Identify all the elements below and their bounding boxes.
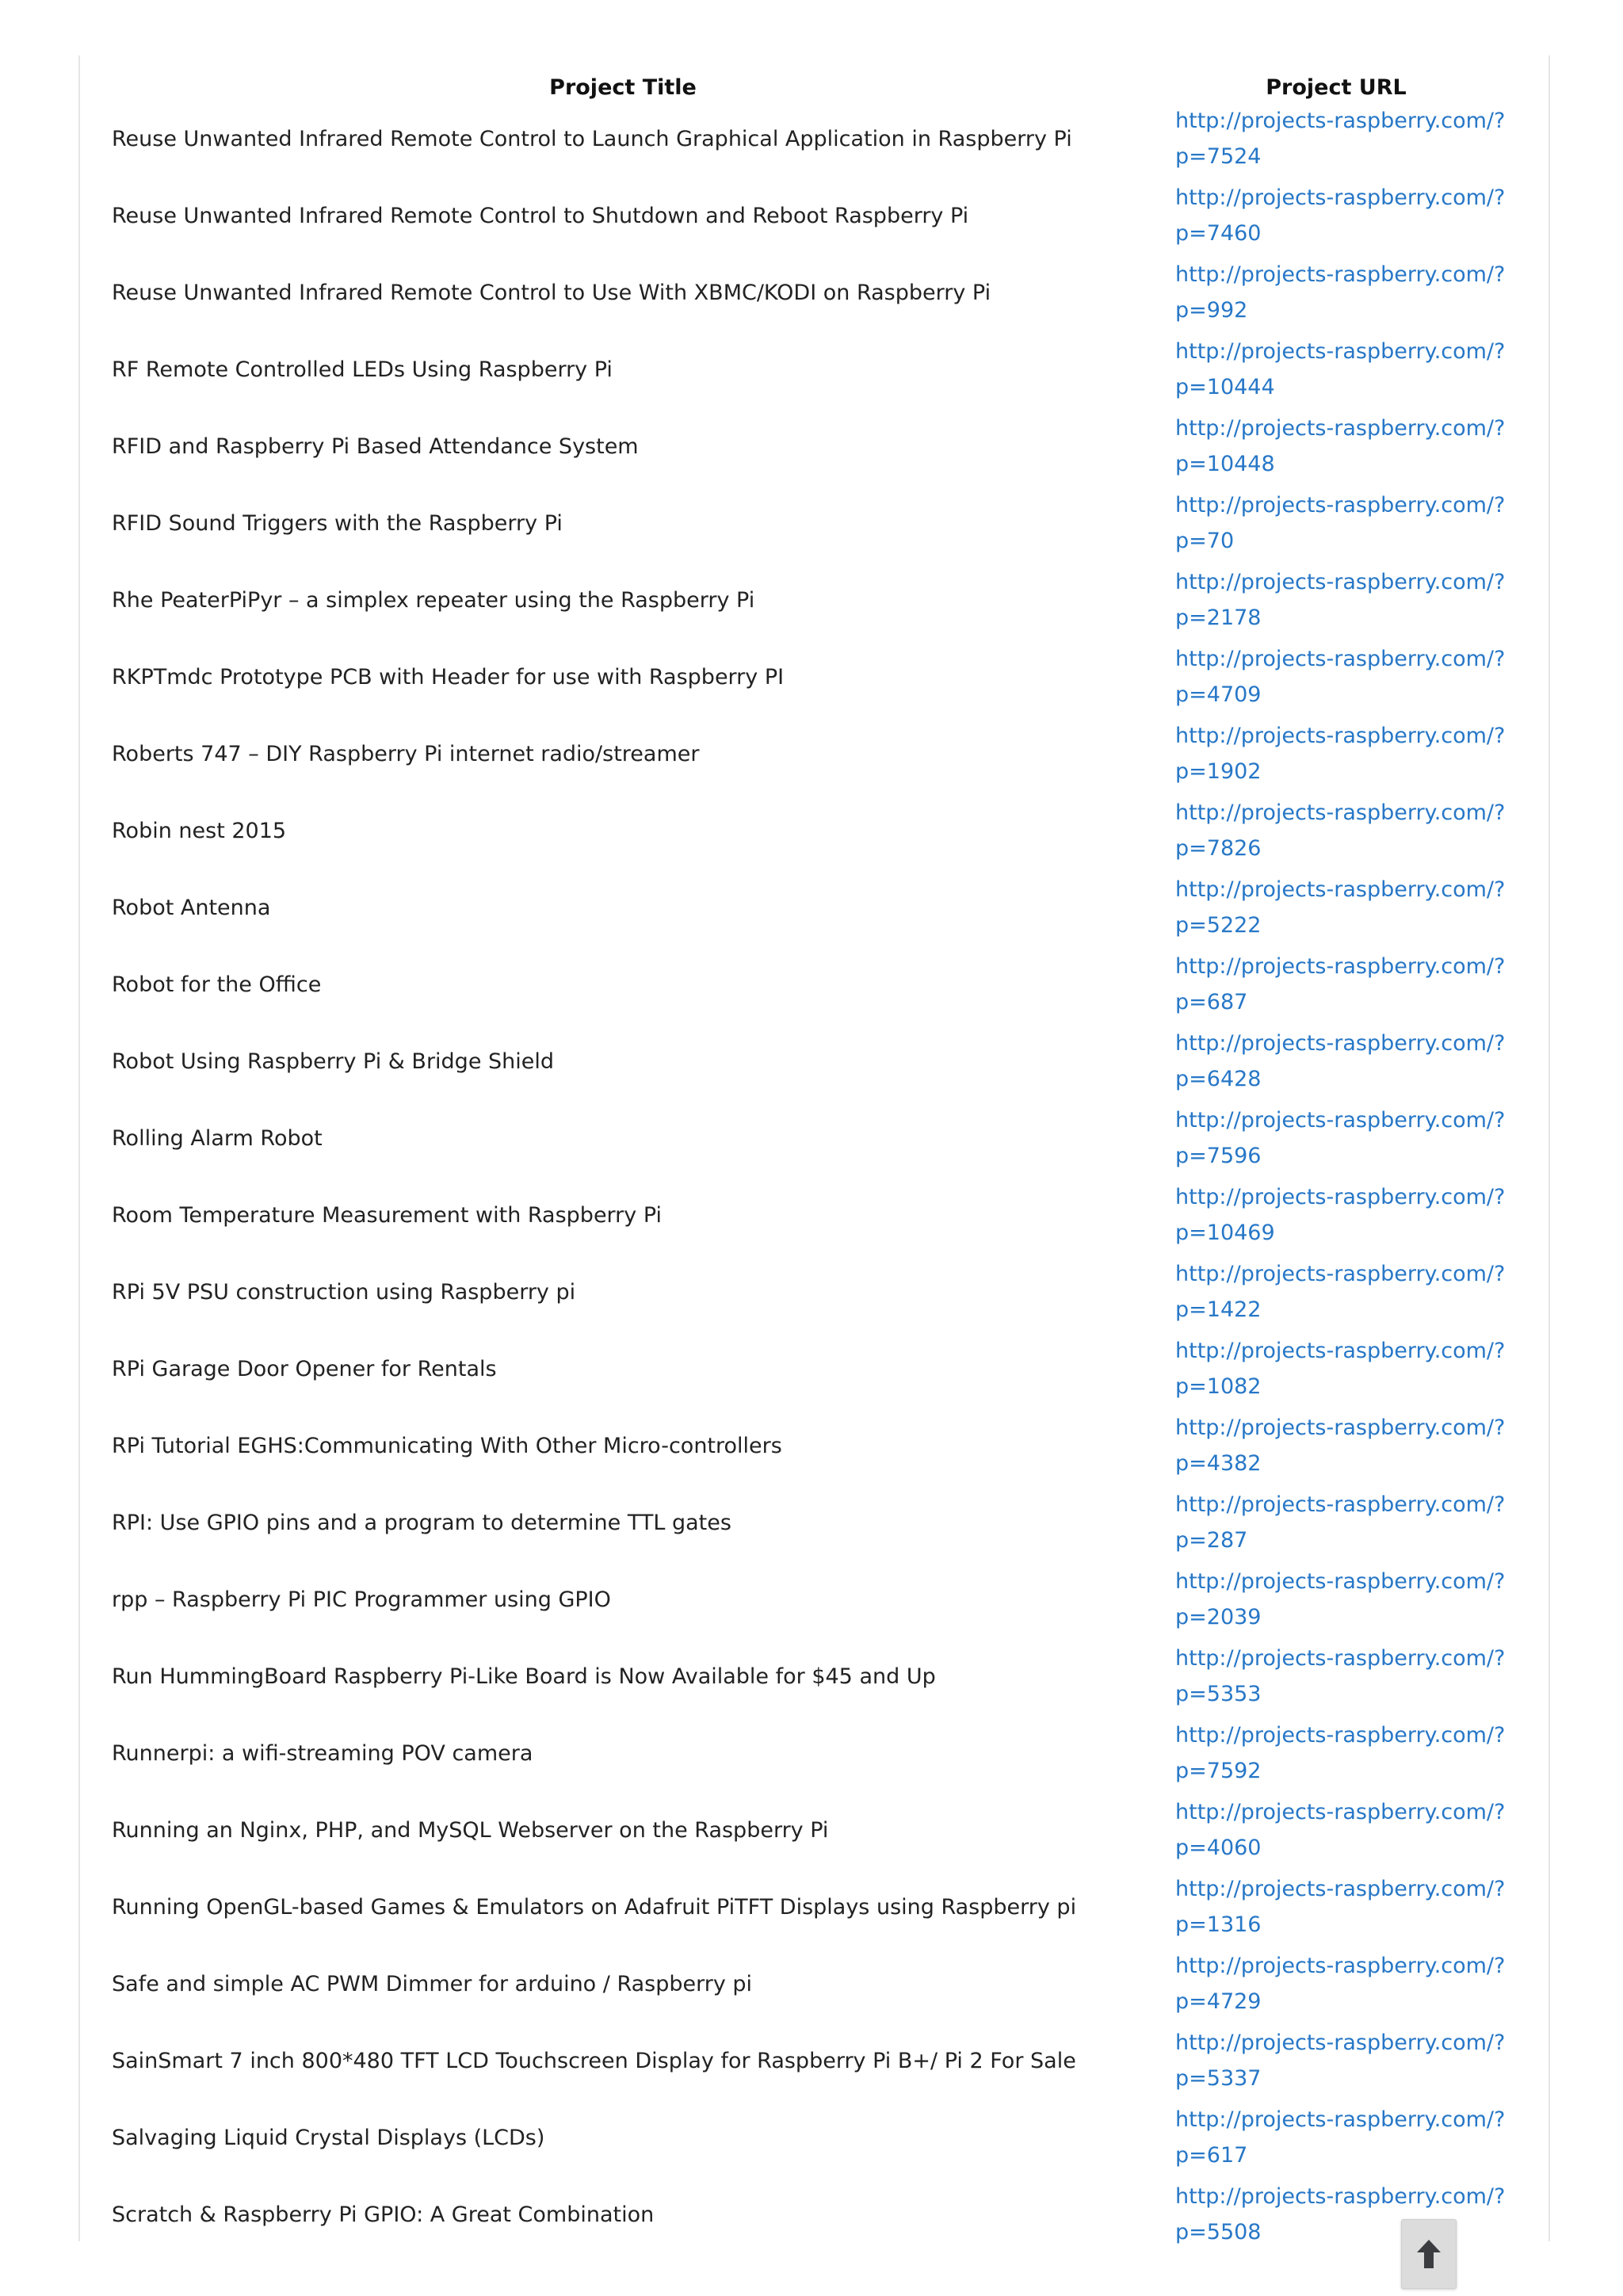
project-title: Safe and simple AC PWM Dimmer for arduino / Raspberry pi [112, 1972, 753, 1996]
table-row [112, 254, 1538, 330]
project-url-cell [1134, 561, 1538, 638]
project-url-cell [1134, 1714, 1538, 1791]
project-title: RFID and Raspberry Pi Based Attendance System [112, 434, 639, 459]
project-url-link[interactable]: http://projects-raspberry.com/?p=4060 [1175, 1799, 1506, 1860]
project-url-cell [1134, 1176, 1538, 1253]
project-title: RFID Sound Triggers with the Raspberry Pi [112, 511, 563, 536]
project-url-link[interactable]: http://projects-raspberry.com/?p=4709 [1175, 646, 1506, 707]
project-title: SainSmart 7 inch 800*480 TFT LCD Touchscreen Display for Raspberry Pi B+/ Pi 2 For Sale [112, 2049, 1076, 2073]
table-row [112, 177, 1538, 254]
project-url-cell [1134, 792, 1538, 869]
project-url-link[interactable]: http://projects-raspberry.com/?p=7524 [1175, 108, 1506, 169]
project-url-cell [1134, 1407, 1538, 1484]
table-row [112, 1714, 1538, 1791]
back-to-top-button[interactable] [1401, 2219, 1457, 2289]
table-row [112, 561, 1538, 638]
table-row [112, 1099, 1538, 1176]
project-title: RPi Garage Door Opener for Rentals [112, 1357, 497, 1381]
project-url-cell [1134, 1022, 1538, 1099]
project-title: RPi 5V PSU construction using Raspberry pi [112, 1280, 576, 1305]
project-title: Salvaging Liquid Crystal Displays (LCDs) [112, 2126, 545, 2150]
project-title: Rolling Alarm Robot [112, 1126, 323, 1151]
project-url-cell [1134, 1099, 1538, 1176]
project-url-link[interactable]: http://projects-raspberry.com/?p=2039 [1175, 1568, 1506, 1629]
project-title: rpp – Raspberry Pi PIC Programmer using GPIO [112, 1587, 611, 1612]
table-row [112, 1868, 1538, 1945]
project-url-cell [1134, 1484, 1538, 1561]
project-url-link[interactable]: http://projects-raspberry.com/?p=7596 [1175, 1107, 1506, 1168]
table-row [112, 2176, 1538, 2252]
column-header-title: Project Title [549, 75, 697, 100]
table-row [112, 869, 1538, 946]
project-url-cell [1134, 946, 1538, 1022]
project-url-link[interactable]: http://projects-raspberry.com/?p=5508 [1175, 2183, 1506, 2244]
project-url-link[interactable]: http://projects-raspberry.com/?p=687 [1175, 953, 1506, 1014]
project-url-cell [1134, 484, 1538, 561]
project-url-cell [1134, 330, 1538, 407]
project-url-link[interactable]: http://projects-raspberry.com/?p=7826 [1175, 800, 1506, 861]
project-url-link[interactable]: http://projects-raspberry.com/?p=70 [1175, 492, 1506, 553]
project-url-cell [1134, 2022, 1538, 2099]
table-row [112, 1791, 1538, 1868]
project-title: Running an Nginx, PHP, and MySQL Webserver on the Raspberry Pi [112, 1818, 829, 1843]
arrow-up-icon [1416, 2238, 1442, 2270]
project-title: RF Remote Controlled LEDs Using Raspberry Pi [112, 357, 613, 382]
project-url-link[interactable]: http://projects-raspberry.com/?p=6428 [1175, 1030, 1506, 1091]
project-url-cell [1134, 1330, 1538, 1407]
project-title: Robot for the Office [112, 972, 322, 997]
project-url-cell [1134, 1791, 1538, 1868]
table-row [112, 2022, 1538, 2099]
project-title: Robot Using Raspberry Pi & Bridge Shield [112, 1049, 555, 1074]
projects-table [112, 55, 1538, 2252]
table-row [112, 638, 1538, 715]
project-url-cell [1134, 1253, 1538, 1330]
table-row [112, 2099, 1538, 2176]
project-url-cell [1134, 638, 1538, 715]
table-row [112, 1253, 1538, 1330]
table-row [112, 792, 1538, 869]
project-title: RKPTmdc Prototype PCB with Header for use with Raspberry PI [112, 665, 785, 690]
table-row [112, 484, 1538, 561]
project-url-cell [1134, 100, 1538, 177]
project-url-cell [1134, 254, 1538, 330]
project-title: RPI: Use GPIO pins and a program to determine TTL gates [112, 1511, 731, 1535]
project-title: Robot Antenna [112, 896, 271, 920]
project-url-link[interactable]: http://projects-raspberry.com/?p=1902 [1175, 723, 1506, 784]
project-url-cell [1134, 1637, 1538, 1714]
project-title: Reuse Unwanted Infrared Remote Control to Launch Graphical Application in Raspberry Pi [112, 127, 1072, 151]
project-url-cell [1134, 177, 1538, 254]
table-row [112, 1637, 1538, 1714]
table-row [112, 1022, 1538, 1099]
table-header-row [112, 55, 1538, 100]
project-url-cell [1134, 2176, 1538, 2252]
table-row [112, 946, 1538, 1022]
project-title: Roberts 747 – DIY Raspberry Pi internet radio/streamer [112, 742, 700, 766]
project-url-link[interactable]: http://projects-raspberry.com/?p=7592 [1175, 1722, 1506, 1783]
project-url-link[interactable]: http://projects-raspberry.com/?p=5337 [1175, 2030, 1506, 2091]
project-url-cell [1134, 407, 1538, 484]
project-url-link[interactable]: http://projects-raspberry.com/?p=1082 [1175, 1338, 1506, 1399]
project-url-cell [1134, 869, 1538, 946]
project-url-link[interactable]: http://projects-raspberry.com/?p=4729 [1175, 1953, 1506, 2014]
project-url-link[interactable]: http://projects-raspberry.com/?p=5222 [1175, 877, 1506, 938]
column-header-url: Project URL [1266, 75, 1407, 100]
project-title: Running OpenGL-based Games & Emulators on Adafruit PiTFT Displays using Raspberry pi [112, 1895, 1077, 1920]
project-url-cell [1134, 715, 1538, 792]
project-url-link[interactable]: http://projects-raspberry.com/?p=10469 [1175, 1184, 1506, 1245]
project-url-link[interactable]: http://projects-raspberry.com/?p=5353 [1175, 1645, 1506, 1706]
project-url-link[interactable]: http://projects-raspberry.com/?p=992 [1175, 262, 1506, 323]
table-row [112, 1330, 1538, 1407]
project-title: RPi Tutorial EGHS:Communicating With Other Micro-controllers [112, 1434, 782, 1458]
project-url-link[interactable]: http://projects-raspberry.com/?p=1422 [1175, 1261, 1506, 1322]
project-title: Room Temperature Measurement with Raspberry Pi [112, 1203, 663, 1228]
project-url-link[interactable]: http://projects-raspberry.com/?p=10448 [1175, 415, 1506, 476]
table-row [112, 1407, 1538, 1484]
table-row [112, 1561, 1538, 1637]
table-row [112, 330, 1538, 407]
project-url-link[interactable]: http://projects-raspberry.com/?p=10444 [1175, 338, 1506, 399]
table-row [112, 100, 1538, 177]
table-row [112, 1176, 1538, 1253]
project-url-cell [1134, 1561, 1538, 1637]
project-title: Robin nest 2015 [112, 819, 287, 843]
table-row [112, 407, 1538, 484]
content-frame [78, 55, 1550, 2244]
project-url-link[interactable]: http://projects-raspberry.com/?p=4382 [1175, 1415, 1506, 1476]
project-url-cell [1134, 1945, 1538, 2022]
project-url-link[interactable]: http://projects-raspberry.com/?p=617 [1175, 2107, 1506, 2168]
table-row [112, 715, 1538, 792]
project-url-cell [1134, 2099, 1538, 2176]
project-title: Rhe PeaterPiPyr – a simplex repeater using the Raspberry Pi [112, 588, 755, 613]
project-title: Reuse Unwanted Infrared Remote Control to Shutdown and Reboot Raspberry Pi [112, 204, 969, 228]
project-url-link[interactable]: http://projects-raspberry.com/?p=7460 [1175, 185, 1506, 246]
project-title: Scratch & Raspberry Pi GPIO: A Great Combination [112, 2202, 655, 2227]
table-row [112, 1484, 1538, 1561]
project-title: Run HummingBoard Raspberry Pi-Like Board is Now Available for $45 and Up [112, 1664, 936, 1689]
project-title: Reuse Unwanted Infrared Remote Control to Use With XBMC/KODI on Raspberry Pi [112, 281, 991, 305]
project-url-link[interactable]: http://projects-raspberry.com/?p=2178 [1175, 569, 1506, 630]
table-row [112, 1945, 1538, 2022]
project-url-link[interactable]: http://projects-raspberry.com/?p=1316 [1175, 1876, 1506, 1937]
project-url-link[interactable]: http://projects-raspberry.com/?p=287 [1175, 1492, 1506, 1553]
project-url-cell [1134, 1868, 1538, 1945]
project-title: Runnerpi: a wifi-streaming POV camera [112, 1741, 533, 1766]
